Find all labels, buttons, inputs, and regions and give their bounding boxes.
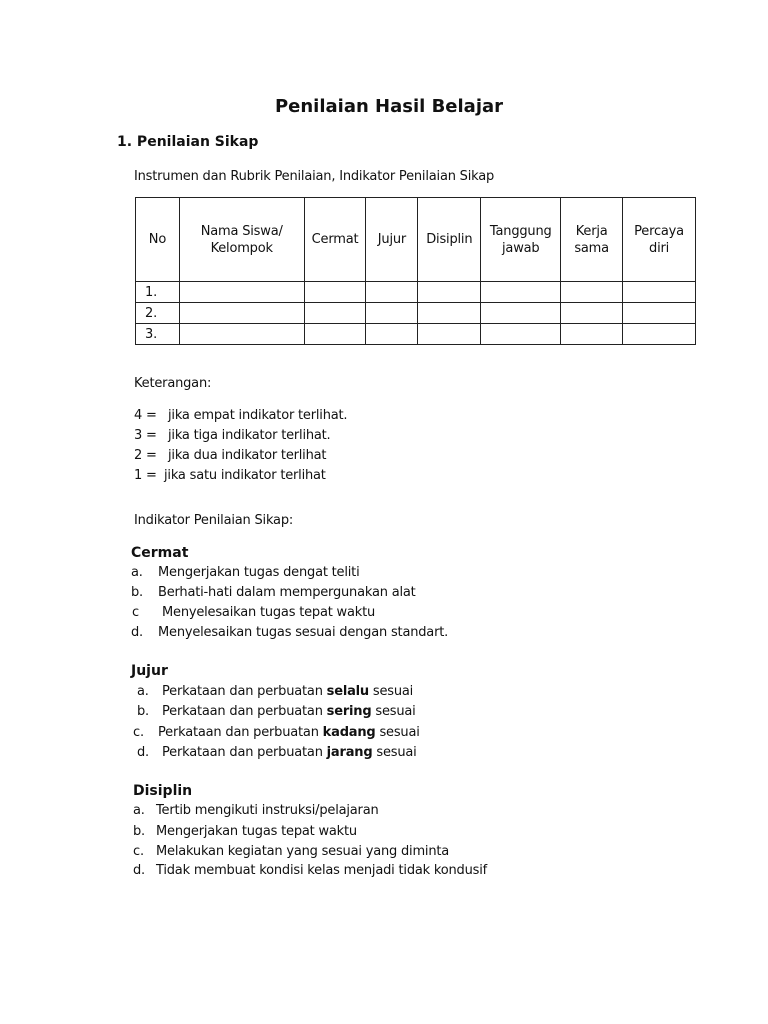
- list-item: Mengerjakan tugas tepat waktu: [156, 824, 357, 839]
- instrument-caption: Instrumen dan Rubrik Penilaian, Indikator Penilaian Sikap: [134, 169, 495, 184]
- cermat-heading: Cermat: [131, 545, 189, 561]
- legend-text: jika dua indikator terlihat: [168, 448, 327, 463]
- list-item: Melakukan kegiatan yang sesuai yang diminta: [156, 844, 450, 859]
- table-cell: [481, 324, 561, 345]
- table-cell: [366, 282, 418, 303]
- list-item: Perkataan dan perbuatan sering sesuai: [162, 704, 416, 719]
- header-kerja-sama: Kerja sama: [561, 198, 623, 282]
- table-cell: [366, 303, 418, 324]
- table-row: [136, 324, 696, 345]
- table-cell: [418, 303, 481, 324]
- table-cell: [179, 282, 304, 303]
- table-cell: [418, 324, 481, 345]
- row-number: 3.: [136, 324, 180, 345]
- legend-score: 4 =: [134, 408, 157, 423]
- table-cell: [418, 282, 481, 303]
- header-no: No: [136, 198, 180, 282]
- header-tanggung-jawab: Tanggung jawab: [481, 198, 561, 282]
- table-cell: [304, 282, 366, 303]
- header-cermat: Cermat: [304, 198, 366, 282]
- list-letter: d.: [133, 863, 145, 878]
- list-item: Perkataan dan perbuatan jarang sesuai: [162, 745, 417, 760]
- table-cell: [366, 324, 418, 345]
- list-letter: b.: [133, 824, 145, 839]
- list-letter: c.: [133, 725, 144, 740]
- table-cell: [623, 282, 696, 303]
- table-cell: [561, 324, 623, 345]
- list-letter: a.: [133, 803, 145, 818]
- indikator-label: Indikator Penilaian Sikap:: [134, 513, 294, 528]
- list-item: Mengerjakan tugas dengat teliti: [158, 565, 360, 580]
- row-number: 1.: [136, 282, 180, 303]
- list-letter: c.: [133, 844, 144, 859]
- table-cell: [179, 324, 304, 345]
- legend-score: 2 =: [134, 448, 157, 463]
- row-number: 2.: [136, 303, 180, 324]
- disiplin-heading: Disiplin: [133, 783, 193, 799]
- list-letter: a.: [131, 565, 143, 580]
- list-item: Menyelesaikan tugas sesuai dengan standart.: [158, 625, 449, 640]
- keterangan-label: Keterangan:: [134, 376, 212, 391]
- table-cell: [179, 303, 304, 324]
- table-row: [136, 303, 696, 324]
- table-cell: [481, 282, 561, 303]
- table-cell: [304, 324, 366, 345]
- list-letter: d.: [131, 625, 143, 640]
- table-header-row: [136, 198, 696, 282]
- list-item: Tertib mengikuti instruksi/pelajaran: [156, 803, 379, 818]
- section-heading: 1. Penilaian Sikap: [117, 134, 259, 150]
- list-letter: a.: [137, 684, 149, 699]
- table-cell: [304, 303, 366, 324]
- table-cell: [623, 324, 696, 345]
- header-disiplin: Disiplin: [418, 198, 481, 282]
- list-item: Tidak membuat kondisi kelas menjadi tidak kondusif: [156, 863, 488, 878]
- header-jujur: Jujur: [366, 198, 418, 282]
- page-title: Penilaian Hasil Belajar: [274, 96, 504, 117]
- jujur-heading: Jujur: [131, 663, 168, 679]
- list-item: Perkataan dan perbuatan kadang sesuai: [158, 725, 420, 740]
- assessment-table: [135, 197, 696, 345]
- legend-score: 3 =: [134, 428, 157, 443]
- list-item: Menyelesaikan tugas tepat waktu: [162, 605, 376, 620]
- list-item: Berhati-hati dalam mempergunakan alat: [158, 585, 416, 600]
- table-cell: [481, 303, 561, 324]
- list-letter: d.: [137, 745, 149, 760]
- legend-text: jika satu indikator terlihat: [164, 468, 326, 483]
- table-cell: [623, 303, 696, 324]
- header-nama-siswa: Nama Siswa/ Kelompok: [179, 198, 304, 282]
- table-cell: [561, 282, 623, 303]
- list-letter: c: [132, 605, 139, 620]
- header-percaya-diri: Percaya diri: [623, 198, 696, 282]
- legend-text: jika empat indikator terlihat.: [168, 408, 348, 423]
- list-letter: b.: [131, 585, 143, 600]
- table-row: [136, 282, 696, 303]
- list-letter: b.: [137, 704, 149, 719]
- list-item: Perkataan dan perbuatan selalu sesuai: [162, 684, 414, 699]
- table-cell: [561, 303, 623, 324]
- legend-score: 1 =: [134, 468, 157, 483]
- legend-text: jika tiga indikator terlihat.: [168, 428, 331, 443]
